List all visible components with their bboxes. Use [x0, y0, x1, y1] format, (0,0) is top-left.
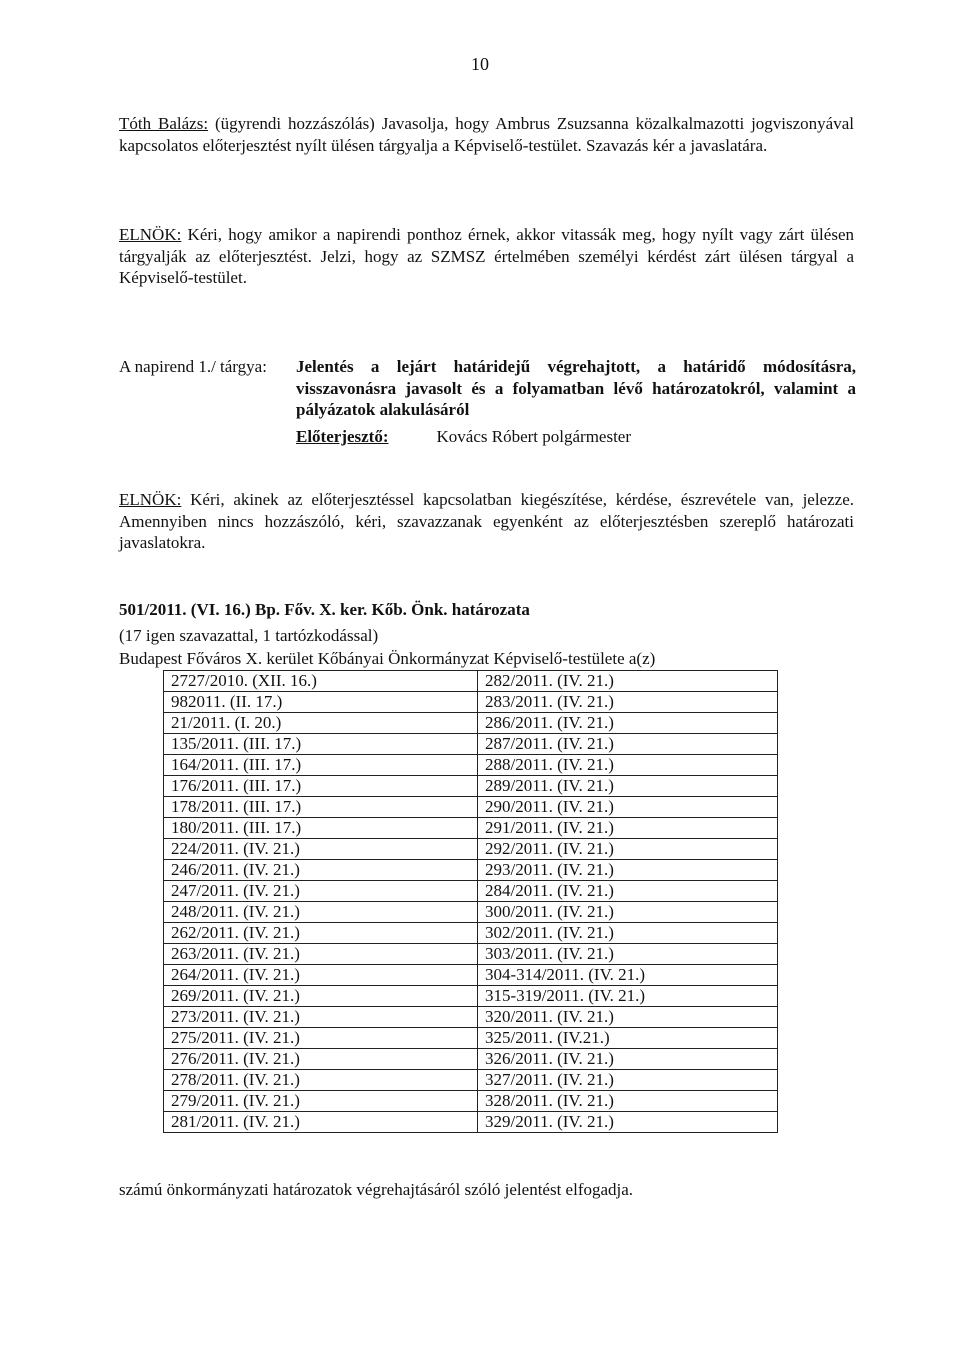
- table-row: [164, 692, 778, 713]
- table-row: [164, 734, 778, 755]
- table-cell: 288/2011. (IV. 21.): [478, 755, 778, 776]
- paragraph-elnok-2: [119, 489, 854, 554]
- table-body: [164, 671, 778, 1133]
- resolutions-table: [163, 670, 778, 1133]
- speaker-name: ELNÖK:: [119, 225, 182, 244]
- table-cell: 180/2011. (III. 17.): [164, 818, 478, 839]
- table-cell: 178/2011. (III. 17.): [164, 797, 478, 818]
- table-cell: 325/2011. (IV.21.): [478, 1028, 778, 1049]
- table-cell: 289/2011. (IV. 21.): [478, 776, 778, 797]
- table-cell: 300/2011. (IV. 21.): [478, 902, 778, 923]
- table-cell: 287/2011. (IV. 21.): [478, 734, 778, 755]
- table-row: [164, 755, 778, 776]
- table-row: [164, 776, 778, 797]
- table-cell: 275/2011. (IV. 21.): [164, 1028, 478, 1049]
- table-cell: 320/2011. (IV. 21.): [478, 1007, 778, 1028]
- table-row: [164, 1070, 778, 1091]
- table-cell: 224/2011. (IV. 21.): [164, 839, 478, 860]
- paragraph-elnok-1: [119, 224, 854, 289]
- table-row: [164, 902, 778, 923]
- table-row: [164, 1112, 778, 1133]
- presenter-label: Előterjesztő:: [296, 427, 389, 446]
- table-cell: 303/2011. (IV. 21.): [478, 944, 778, 965]
- table-row: [164, 671, 778, 692]
- table-cell: 2727/2010. (XII. 16.): [164, 671, 478, 692]
- paragraph-toth-balazs: [119, 113, 854, 156]
- table-row: [164, 986, 778, 1007]
- table-row: [164, 881, 778, 902]
- table-cell: 282/2011. (IV. 21.): [478, 671, 778, 692]
- speaker-name: ELNÖK:: [119, 490, 182, 509]
- table-cell: 21/2011. (I. 20.): [164, 713, 478, 734]
- resolution-body: Budapest Főváros X. kerület Kőbányai Önkormányzat Képviselő-testülete a(z): [119, 649, 656, 668]
- table-cell: 982011. (II. 17.): [164, 692, 478, 713]
- resolution-closing: számú önkormányzati határozatok végrehajtásáról szóló jelentést elfogadja.: [119, 1180, 634, 1199]
- agenda-lead: A napirend 1./ tárgya:: [119, 357, 267, 376]
- table-row: [164, 839, 778, 860]
- table-row: [164, 944, 778, 965]
- table-cell: 281/2011. (IV. 21.): [164, 1112, 478, 1133]
- table-cell: 164/2011. (III. 17.): [164, 755, 478, 776]
- table-row: [164, 1049, 778, 1070]
- table-cell: 135/2011. (III. 17.): [164, 734, 478, 755]
- table-row: [164, 860, 778, 881]
- table-cell: 264/2011. (IV. 21.): [164, 965, 478, 986]
- resolution-votes: (17 igen szavazattal, 1 tartózkodással): [119, 626, 379, 645]
- table-cell: 291/2011. (IV. 21.): [478, 818, 778, 839]
- table-cell: 279/2011. (IV. 21.): [164, 1091, 478, 1112]
- table-cell: 328/2011. (IV. 21.): [478, 1091, 778, 1112]
- paragraph-text: Kéri, akinek az előterjesztéssel kapcsolatban kiegészítése, kérdése, észrevétele van, jelezze. Amennyiben nincs hozzászóló, kéri, szavazzanak egyenként az előterjesztésben szereplő határozati javaslatokra.: [119, 490, 854, 552]
- resolution-title: 501/2011. (VI. 16.) Bp. Főv. X. ker. Kőb. Önk. határozata: [119, 600, 530, 619]
- table-row: [164, 818, 778, 839]
- page-number: 10: [471, 54, 489, 74]
- table-cell: 302/2011. (IV. 21.): [478, 923, 778, 944]
- table-row: [164, 797, 778, 818]
- agenda-topic: Jelentés a lejárt határidejű végrehajtott, a határidő módosításra, visszavonásra javasolt és a folyamatban lévő határozatokról, valamint a pályázatok alakulásáról: [296, 357, 856, 419]
- agenda-presenter: [296, 426, 856, 448]
- table-cell: 273/2011. (IV. 21.): [164, 1007, 478, 1028]
- table-row: [164, 923, 778, 944]
- table-cell: 248/2011. (IV. 21.): [164, 902, 478, 923]
- table-cell: 315-319/2011. (IV. 21.): [478, 986, 778, 1007]
- table-cell: 286/2011. (IV. 21.): [478, 713, 778, 734]
- table-cell: 326/2011. (IV. 21.): [478, 1049, 778, 1070]
- table-cell: 269/2011. (IV. 21.): [164, 986, 478, 1007]
- table-cell: 329/2011. (IV. 21.): [478, 1112, 778, 1133]
- table-cell: 246/2011. (IV. 21.): [164, 860, 478, 881]
- table-cell: 284/2011. (IV. 21.): [478, 881, 778, 902]
- table-cell: 276/2011. (IV. 21.): [164, 1049, 478, 1070]
- table-row: [164, 1028, 778, 1049]
- table-row: [164, 713, 778, 734]
- table-row: [164, 965, 778, 986]
- table-cell: 278/2011. (IV. 21.): [164, 1070, 478, 1091]
- table-cell: 283/2011. (IV. 21.): [478, 692, 778, 713]
- table-cell: 304-314/2011. (IV. 21.): [478, 965, 778, 986]
- table-cell: 247/2011. (IV. 21.): [164, 881, 478, 902]
- table-cell: 327/2011. (IV. 21.): [478, 1070, 778, 1091]
- presenter-name: Kovács Róbert polgármester: [436, 427, 632, 446]
- table-cell: 292/2011. (IV. 21.): [478, 839, 778, 860]
- table-cell: 176/2011. (III. 17.): [164, 776, 478, 797]
- table-cell: 263/2011. (IV. 21.): [164, 944, 478, 965]
- speaker-name: Tóth Balázs:: [119, 114, 209, 133]
- paragraph-text: (ügyrendi hozzászólás) Javasolja, hogy Ambrus Zsuzsanna közalkalmazotti jogviszonyával kapcsolatos előterjesztést nyílt ülésen tárgyalja a Képviselő-testület. Szavazás kér a javaslatára.: [119, 114, 855, 155]
- table-row: [164, 1007, 778, 1028]
- table-cell: 262/2011. (IV. 21.): [164, 923, 478, 944]
- table-row: [164, 1091, 778, 1112]
- table-cell: 290/2011. (IV. 21.): [478, 797, 778, 818]
- table-cell: 293/2011. (IV. 21.): [478, 860, 778, 881]
- paragraph-text: Kéri, hogy amikor a napirendi ponthoz érnek, akkor vitassák meg, hogy nyílt vagy zárt ülésen tárgyalják az előterjesztést. Jelzi, hogy az SZMSZ értelmében személyi kérdést zárt ülésen tárgyal a Képviselő-testület.: [119, 225, 854, 287]
